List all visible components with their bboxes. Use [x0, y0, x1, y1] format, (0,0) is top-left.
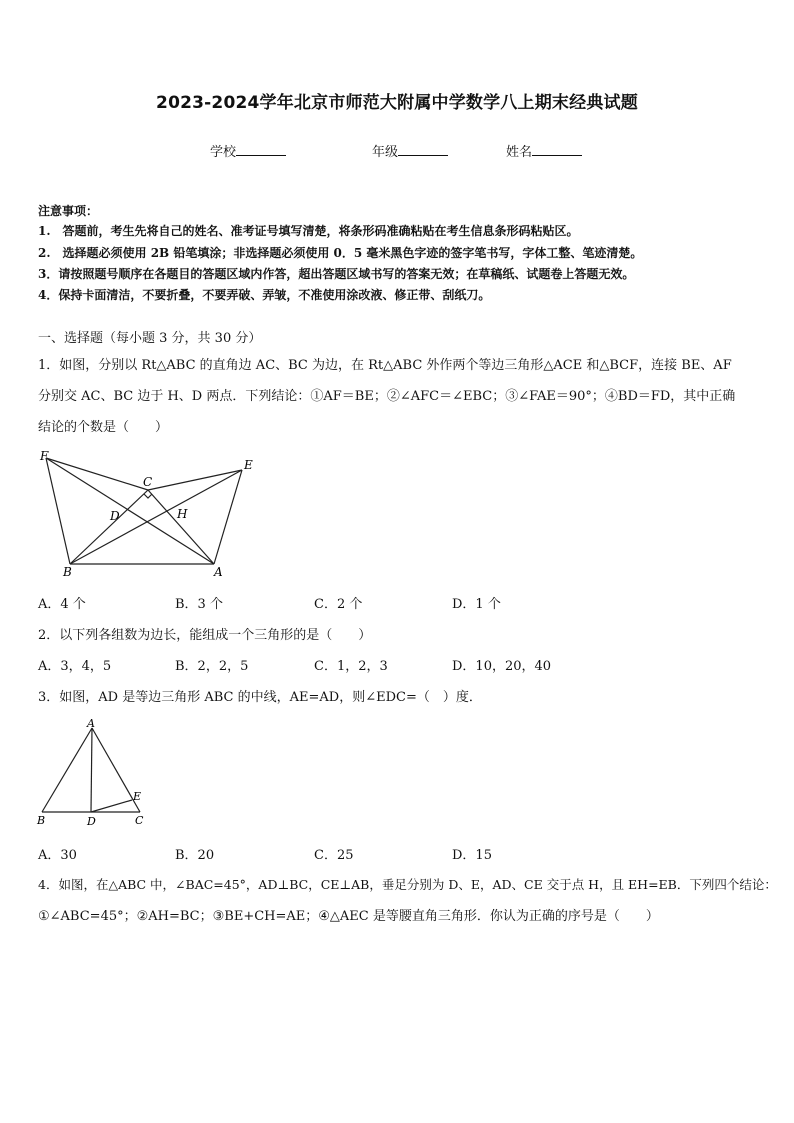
section-heading: 一、选择题（每小题 3 分，共 30 分）: [38, 331, 262, 346]
figure-label-a: A: [214, 565, 223, 579]
option-a: A．3，4，5: [38, 659, 112, 674]
grade-label: 年级: [372, 145, 399, 160]
figure-label-d: D: [110, 509, 120, 523]
school-label: 学校: [210, 145, 237, 160]
name-blank: [532, 142, 582, 156]
option-c: C．2 个: [314, 597, 363, 612]
notice-item: 1. 答题前，考生先将自己的姓名、准考证号填写清楚，将条形码准确粘贴在考生信息条形码粘贴区。: [38, 224, 579, 238]
figure-label-c: C: [135, 814, 144, 827]
grade-blank: [398, 142, 448, 156]
option-d: D．1 个: [452, 597, 501, 612]
option-c: C．25: [314, 848, 354, 863]
figure-label-c: C: [143, 475, 153, 489]
figure-label-d: D: [87, 815, 96, 828]
option-b: B．20: [175, 848, 215, 863]
grade-field: [372, 141, 448, 160]
notice-heading: 注意事项：: [38, 204, 99, 218]
figure-label-b: B: [63, 565, 72, 579]
notice-item: 3．请按照题号顺序在各题目的答题区域内作答，超出答题区域书写的答案无效；在草稿纸、试题卷上答题无效。: [38, 267, 635, 281]
question-1-line: 分别交 AC、BC 边于 H、D 两点．下列结论：①AF＝BE；②∠AFC＝∠EBC；③∠FAE＝90°；④BD＝FD，其中正确: [38, 389, 736, 404]
question-1-figure: [34, 446, 264, 581]
figure-label-e: E: [244, 458, 253, 472]
school-blank: [236, 142, 286, 156]
exam-title: 2023-2024学年北京市师范大附属中学数学八上期末经典试题: [156, 93, 638, 113]
question-1-line: 1．如图，分别以 Rt△ABC 的直角边 AC、BC 为边，在 Rt△ABC 外作两个等边三角形△ACE 和△BCF，连接 BE、AF: [38, 358, 732, 373]
question-1-line: 结论的个数是（ ）: [38, 420, 169, 435]
figure-label-a: A: [87, 717, 95, 730]
option-d: D．10，20，40: [452, 659, 552, 674]
option-a: A．4 个: [38, 597, 86, 612]
figure-label-h: H: [177, 507, 188, 521]
option-b: B．2，2，5: [175, 659, 249, 674]
question-4-line: ①∠ABC=45°；②AH=BC；③BE+CH=AE；④△AEC 是等腰直角三角形．你认为正确的序号是（ ）: [38, 909, 659, 924]
option-c: C．1，2，3: [314, 659, 388, 674]
question-2-line: 2．以下列各组数为边长，能组成一个三角形的是（ ）: [38, 628, 372, 643]
option-d: D．15: [452, 848, 492, 863]
figure-label-e: E: [133, 790, 142, 803]
question-3-line: 3．如图，AD 是等边三角形 ABC 的中线，AE=AD，则∠EDC=（ ）度．: [38, 690, 482, 705]
figure-label-b: B: [37, 814, 46, 827]
name-field: [506, 141, 582, 160]
figure-label-f: F: [40, 449, 49, 463]
notice-item: 4．保持卡面清洁，不要折叠，不要弄破、弄皱，不准使用涂改液、修正带、刮纸刀。: [38, 288, 491, 302]
option-a: A．30: [38, 848, 77, 863]
question-3-figure: [34, 716, 154, 828]
notice-item: 2. 选择题必须使用 2B 铅笔填涂；非选择题必须使用 0．5 毫米黑色字迹的签字笔书写，字体工整、笔迹清楚。: [38, 246, 643, 260]
question-4-line: 4．如图，在△ABC 中，∠BAC=45°，AD⊥BC，CE⊥AB，垂足分别为 D、E，AD、CE 交于点 H，且 EH=EB．下列四个结论：: [38, 877, 777, 892]
school-field: [210, 141, 286, 160]
name-label: 姓名: [506, 145, 533, 160]
option-b: B．3 个: [175, 597, 223, 612]
